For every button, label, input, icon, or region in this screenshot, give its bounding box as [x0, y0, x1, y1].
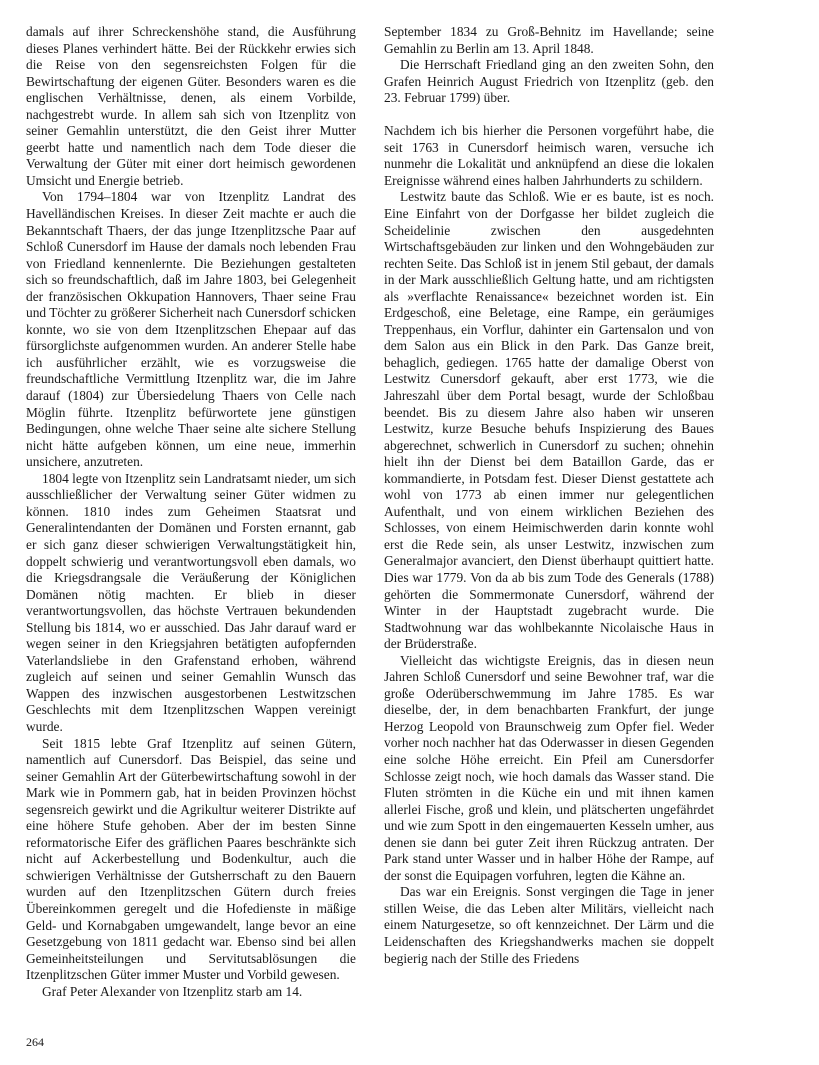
paragraph: Nachdem ich bis hierher die Personen vorgeführt habe, die seit 1763 in Cunersdorf heimisch waren, versuche ich nunmehr die Lokalität und anknüpfend an diese die lokalen Ereignisse während eines halben Jahrhunderts zu schildern.: [384, 123, 714, 188]
paragraph: Seit 1815 lebte Graf Itzenplitz auf seinen Gütern, namentlich auf Cunersdorf. Das Beispiel, das seine und seiner Gemahlin Art der Güterbewirtschaftung sowohl in der Mark wie in Pommern gab, hat in beiden Provinzen höchst segensreich gewirkt und die Agrikultur weiterer Distrikte auf eine höhere Stufe gehoben. Aber der im besten Sinne reformatorische Eifer des gräflichen Paares beschränkte sich nicht auf Ackerbestellung und Bodenkultur, auch die schwierigen Verhältnisse der Gutsherrschaft zu den Bauern wurden auf den Itzenplitzschen Gütern durch freies Übereinkommen geregelt und die Hofedienste in mäßige Geld- und Kornabgaben umgewandelt, lange bevor an eine Gesetzgebung von 1811 gedacht war. Ebenso sind bei allen Gemeinheitsteilungen und Servitutsablösungen die Itzenplitzschen Güter immer Muster und Vorbild gewesen.: [26, 735, 356, 983]
left-column: [26, 24, 356, 1000]
paragraph: Von 1794–1804 war von Itzenplitz Landrat des Havelländischen Kreises. In dieser Zeit machte er auch die Bekanntschaft Thaers, der das junge Itzenplitzsche Paar auf Schloß Cunersdorf im Hause der damals noch lebenden Frau von Friedland kennenlernte. Die Beziehungen gestalteten sich so freundschaftlich, daß im Jahre 1803, bei Gelegenheit der französischen Okkupation Hannovers, Thaer seine Frau und Töchter zu größerer Sicherheit nach Cunersdorf schicken konnte, wo sie von dem Itzenplitzschen Ehepaar auf das fürsorglichste aufgenommen wurden. An anderer Stelle habe ich ausführlicher erzählt, wie es vorzugsweise die freundschaftliche Vermittlung Itzenplitz war, die im Jahre darauf (1804) zur Übersiedelung Thaers von Celle nach Möglin führte. Itzenplitz befürwortete jene günstigen Bedingungen, ohne welche Thaer seine alte sichere Stellung nicht hätte aufgeben können, um eine neue, immerhin unsichere, anzutreten.: [26, 189, 356, 470]
paragraph: Graf Peter Alexander von Itzenplitz starb am 14.: [42, 983, 303, 999]
paragraph: 1804 legte von Itzenplitz sein Landratsamt nieder, um sich ausschließlicher der Verwaltung seiner Güter widmen zu können. 1810 indes zum Geheimen Staatsrat und Generalintendanten der Domänen und Forsten ernannt, gab er sich ganz dieser schwierigen Verwaltungstätigkeit hin, doppelt schwierig und verantwortungsvoll eben damals, wo die Kriegsdrangsale die Veräußerung der Königlichen Domänen nötig machten. Er blieb in dieser verantwortungsvollen, das höchste Vertrauen bekundenden Stellung bis 1814, wo er ausschied. Das Jahr darauf ward er wegen seiner in den Kriegsjahren betätigten aufopfernden Vaterlandsliebe in den Grafenstand erhoben, während zugleich auf seinen und seiner Gemahlin Wunsch das Wappen des inzwischen ausgestorbenen Lestwitzschen Geschlechts mit dem Itzenplitzschen Wappen vereinigt wurde.: [26, 470, 356, 734]
right-column: [384, 24, 714, 967]
paragraph: Lestwitz baute das Schloß. Wie er es baute, ist es noch. Eine Einfahrt von der Dorfgasse her bildet zugleich die Scheidelinie zwischen den ausgedehnten Wirtschaftsgebäuden zur linken und den Wohngebäuden zur rechten Seite. Das Schloß ist in jenem Stil gebaut, der damals in der Mark ausschließlich Geltung hatte, und am richtigsten als »verflachte Renaissance« bezeichnet worden ist. Ein Erdgeschoß, eine Beletage, eine Rampe, ein geräumiges Treppenhaus, ein Vorflur, dahinter ein Gartensalon und von dem Salon aus ein Blick in den Park. Das Ganze breit, behaglich, gediegen. 1765 hatte der damalige Oberst von Lestwitz Cunersdorf gekauft, aber erst 1773, wie die Jahreszahl über dem Portal besagt, wurde der Schloßbau beendet. Bis zu diesem Jahre also haben wir unseren Lestwitz, kurze Besuche behufs Inspizierung des Baues abgerechnet, schwerlich in Cunersdorf zu suchen; ohnehin hielt ihn der Dienst bei dem Bataillon Garde, das er kommandierte, in Potsdam fest. Dieser Dienst gestattete ach wohl von 1773 ab einen immer nur gelegentlichen Aufenthalt, und von einem wirklichen Beziehen des Schlosses, von einem Heimischwerden darin konnte wohl erst die Rede sein, als unser Lestwitz, inzwischen zum Generalmajor avanciert, den Dienst überhaupt quittiert hatte. Dies war 1779. Von da ab bis zum Tode des Generals (1788) gehörten die Sommermonate Cunersdorf, während der Winter in der Hauptstadt zugebracht wurde. Die Stadtwohnung war das wohlbekannte Nicolaische Haus in der Brüderstraße.: [384, 189, 714, 652]
paragraph: September 1834 zu Groß-Behnitz im Havellande; seine Gemahlin zu Berlin am 13. April 1848.: [384, 24, 714, 56]
page-number: 264: [26, 1035, 44, 1049]
paragraph: Vielleicht das wichtigste Ereignis, das in diesen neun Jahren Schloß Cunersdorf und seine Bewohner traf, war die große Oderüberschwemmung im Jahre 1785. Es war dieselbe, der, in dem benachbarten Frankfurt, der junge Herzog Leopold von Braunschweig zum Opfer fiel. Weder vorher noch nachher hat das Oderwasser in diesen Gegenden eine solche Höhe erreicht. Ein Pfeil am Cunersdorfer Schlosse zeigt noch, wie hoch damals das Wasser stand. Die Fluten strömten in die Küche ein und mit ihnen kamen allerlei Fische, groß und klein, und plätscherten ungefährdet und wie zum Spott in den eingemauerten Kesseln umher, aus denen sie dann bei guter Zeit ihren Rückzug antraten. Der Park stand unter Wasser und in halber Höhe der Rampe, auf der sonst die Equipagen vorfuhren, legten die Kähne an.: [384, 652, 714, 883]
paragraph: Die Herrschaft Friedland ging an den zweiten Sohn, den Grafen Heinrich August Friedrich von Itzenplitz (geb. den 23. Februar 1799) über.: [384, 57, 714, 106]
paragraph: Das war ein Ereignis. Sonst vergingen die Tage in jener stillen Weise, die das Leben alter Militärs, vielleicht nach einem Naturgesetze, so oft kennzeichnet. Der Lärm und die Leidenschaften des Kriegshandwerks machen sie doppelt begierig nach der Stille des Friedens: [384, 884, 714, 966]
paragraph: damals auf ihrer Schreckenshöhe stand, die Ausführung dieses Planes verhindert hätte. Bei der Rückkehr erwies sich die Reise von den segensreichsten Folgen für die Bewirtschaftung der eigenen Güter. Besonders waren es die englischen Verhältnisse, denen, als einem Vorbilde, nachgestrebt wurde. In allem sah sich von Itzenplitz von seiner Gemahlin unterstützt, die den Geist ihrer Mutter geerbt hatte und namentlich nach dem Tode dieser die Verwaltung der Güter mit einer dort heimisch gewordenen Umsicht und Energie betrieb.: [26, 24, 356, 188]
